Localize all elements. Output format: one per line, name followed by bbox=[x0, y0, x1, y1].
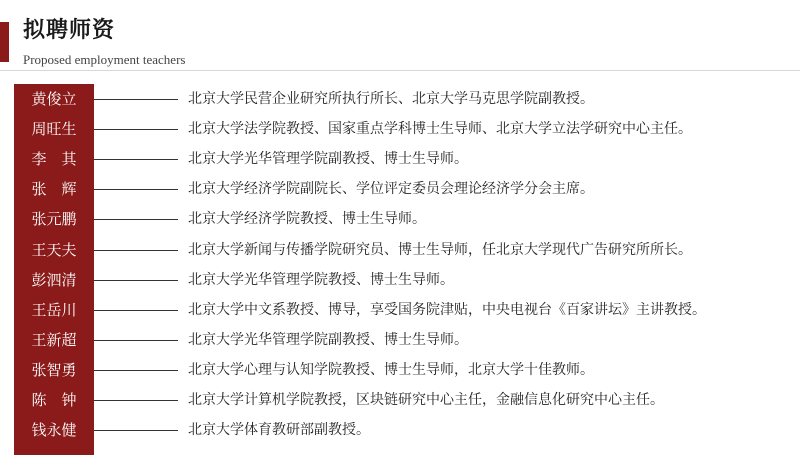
teacher-name: 王天夫 bbox=[31, 241, 77, 259]
teacher-title: 北京大学经济学院副院长、学位评定委员会理论经济学分会主席。 bbox=[188, 181, 594, 197]
teacher-row bbox=[0, 147, 800, 171]
teacher-name: 张 辉 bbox=[31, 180, 77, 198]
teacher-name: 陈 钟 bbox=[31, 391, 77, 409]
teacher-row bbox=[0, 177, 800, 201]
teacher-row bbox=[0, 207, 800, 231]
connector-line bbox=[94, 430, 178, 431]
teacher-title: 北京大学中文系教授、博导，享受国务院津贴，中央电视台《百家讲坛》主讲教授。 bbox=[188, 302, 706, 318]
connector-line bbox=[94, 400, 178, 401]
teacher-title: 北京大学光华管理学院副教授、博士生导师。 bbox=[188, 332, 468, 348]
connector-line bbox=[94, 219, 178, 220]
teacher-name: 彭泗清 bbox=[31, 271, 77, 289]
teacher-title: 北京大学法学院教授、国家重点学科博士生导师、北京大学立法学研究中心主任。 bbox=[188, 121, 692, 137]
connector-line bbox=[94, 159, 178, 160]
teacher-row bbox=[0, 298, 800, 322]
teacher-row bbox=[0, 87, 800, 111]
teacher-name: 李 其 bbox=[31, 150, 77, 168]
teacher-row bbox=[0, 388, 800, 412]
connector-line bbox=[94, 189, 178, 190]
teacher-name: 周旺生 bbox=[31, 120, 77, 138]
teacher-name: 黄俊立 bbox=[31, 90, 77, 108]
teacher-row bbox=[0, 358, 800, 382]
teacher-row bbox=[0, 328, 800, 352]
connector-line bbox=[94, 310, 178, 311]
connector-line bbox=[94, 340, 178, 341]
teacher-name: 王岳川 bbox=[31, 301, 77, 319]
teacher-title: 北京大学计算机学院教授，区块链研究中心主任，金融信息化研究中心主任。 bbox=[188, 392, 664, 408]
teacher-title: 北京大学新闻与传播学院研究员、博士生导师，任北京大学现代广告研究所所长。 bbox=[188, 242, 692, 258]
teacher-title: 北京大学光华管理学院教授、博士生导师。 bbox=[188, 272, 454, 288]
connector-line bbox=[94, 99, 178, 100]
teacher-title: 北京大学光华管理学院副教授、博士生导师。 bbox=[188, 151, 468, 167]
teacher-row bbox=[0, 238, 800, 262]
teacher-name: 王新超 bbox=[31, 331, 77, 349]
connector-line bbox=[94, 129, 178, 130]
teacher-name: 张元鹏 bbox=[31, 210, 77, 228]
header-divider bbox=[0, 70, 800, 71]
connector-line bbox=[94, 280, 178, 281]
connector-line bbox=[94, 370, 178, 371]
connector-line bbox=[94, 250, 178, 251]
teacher-title: 北京大学心理与认知学院教授、博士生导师，北京大学十佳教师。 bbox=[188, 362, 594, 378]
teacher-row bbox=[0, 268, 800, 292]
teacher-title: 北京大学体育教研部副教授。 bbox=[188, 422, 370, 438]
teacher-name: 张智勇 bbox=[31, 361, 77, 379]
teacher-title: 北京大学经济学院教授、博士生导师。 bbox=[188, 211, 426, 227]
header-accent-bar bbox=[0, 22, 9, 62]
page-title: 拟聘师资 bbox=[23, 18, 116, 43]
teacher-row bbox=[0, 418, 800, 442]
teacher-title: 北京大学民营企业研究所执行所长、北京大学马克思学院副教授。 bbox=[188, 91, 594, 107]
teacher-name: 钱永健 bbox=[31, 421, 77, 439]
page-subtitle: Proposed employment teachers bbox=[23, 52, 186, 67]
teacher-row bbox=[0, 117, 800, 141]
